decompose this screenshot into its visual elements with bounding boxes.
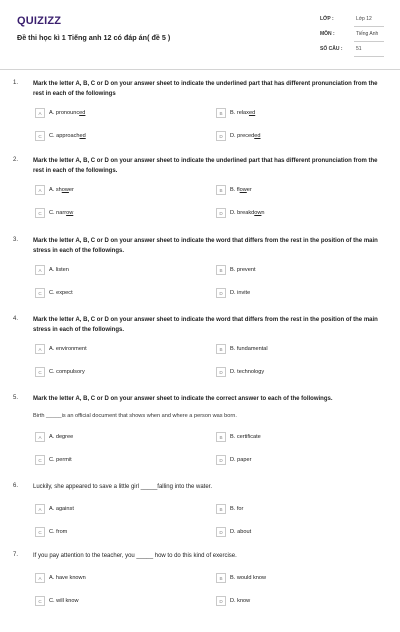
underlined-part: ed [79, 133, 86, 139]
option-text: A. pronounc [49, 110, 80, 116]
option-label [49, 457, 72, 463]
question-number: 5. [13, 395, 19, 401]
underlined-part: ow [61, 187, 69, 193]
answer-option-a[interactable] [35, 265, 195, 277]
option-text-suffix: n [261, 210, 265, 216]
question-number: 6. [13, 483, 19, 489]
option-label [230, 110, 255, 116]
underlined-part: ed [79, 110, 86, 116]
option-label [49, 529, 67, 535]
document-header [0, 0, 400, 70]
option-label [49, 506, 74, 512]
answer-option-b[interactable] [216, 344, 376, 356]
option-text: C. expect [49, 290, 73, 296]
meta-subject [320, 31, 384, 43]
meta-underline [354, 41, 384, 42]
answer-option-d[interactable] [216, 208, 376, 220]
option-label [49, 110, 85, 116]
question-text: If you pay attention to the teacher, you _____ how to do this kind of exercise. [33, 553, 237, 559]
question-text: Mark the letter A, B, C or D on your answer sheet to indicate the word that differs from the rest in the position of the main stress in each of the followings. [33, 238, 378, 254]
meta-question-count [320, 46, 384, 58]
option-letter-box: C [35, 208, 45, 218]
question-item [0, 552, 400, 632]
option-letter-box: A [35, 573, 45, 583]
answer-option-d[interactable] [216, 288, 376, 300]
option-label [230, 575, 266, 581]
option-text: B. for [230, 506, 244, 512]
answer-option-d[interactable] [216, 455, 376, 467]
option-label [230, 133, 261, 139]
answer-option-b[interactable] [216, 185, 376, 197]
answer-option-d[interactable] [216, 596, 376, 608]
meta-value: Tiếng Anh [356, 31, 379, 37]
option-label [49, 369, 85, 375]
answer-option-c[interactable] [35, 367, 195, 379]
question-text: Mark the letter A, B, C or D on your answer sheet to indicate the underlined part that has different pronunciation from the rest in each of the followings. [33, 158, 378, 174]
question-item [0, 80, 400, 160]
option-letter-box: B [216, 504, 226, 514]
option-label [49, 346, 87, 352]
option-letter-box: D [216, 527, 226, 537]
option-text: C. narr [49, 210, 67, 216]
option-text: B. fundamental [230, 346, 268, 352]
option-text: D. know [230, 598, 251, 604]
answer-option-a[interactable] [35, 344, 195, 356]
option-letter-box: D [216, 288, 226, 298]
answer-option-a[interactable] [35, 432, 195, 444]
answer-option-a[interactable] [35, 108, 195, 120]
option-text: C. compulsory [49, 369, 85, 375]
option-letter-box: B [216, 265, 226, 275]
option-label [230, 290, 250, 296]
option-label [230, 187, 252, 193]
option-letter-box: C [35, 131, 45, 141]
question-number: 3. [13, 237, 19, 243]
option-text: B. relax [230, 110, 249, 116]
option-letter-box: B [216, 344, 226, 354]
answer-option-d[interactable] [216, 131, 376, 143]
question-text: Mark the letter A, B, C or D on your answer sheet to indicate the correct answer to each of the followings. [33, 396, 333, 402]
answer-option-c[interactable] [35, 596, 195, 608]
option-letter-box: D [216, 455, 226, 465]
option-text: A. listen [49, 267, 69, 273]
option-text: D. paper [230, 457, 252, 463]
option-text: A. have known [49, 575, 86, 581]
option-label [49, 290, 73, 296]
meta-key: MÔN : [320, 31, 335, 37]
option-text: B. would know [230, 575, 267, 581]
question-number: 2. [13, 157, 19, 163]
option-label [230, 506, 243, 512]
option-letter-box: A [35, 185, 45, 195]
option-label [49, 598, 79, 604]
answer-option-b[interactable] [216, 504, 376, 516]
meta-underline [354, 56, 384, 57]
underlined-part: ow [66, 210, 74, 216]
option-text: C. from [49, 529, 68, 535]
option-letter-box: C [35, 367, 45, 377]
quizizz-logo: QUIZIZZ [17, 15, 62, 27]
page-title: Đề thi học kì 1 Tiếng anh 12 có đáp án( đề 5 ) [17, 33, 171, 42]
answer-option-d[interactable] [216, 367, 376, 379]
answer-option-c[interactable] [35, 131, 195, 143]
question-text: Mark the letter A, B, C or D on your answer sheet to indicate the word that differs from the rest in the position of the main stress in each of the followings. [33, 317, 378, 333]
option-letter-box: D [216, 131, 226, 141]
option-label [230, 457, 251, 463]
question-item [0, 395, 400, 475]
option-letter-box: D [216, 596, 226, 606]
option-text: C. approach [49, 133, 80, 139]
option-letter-box: A [35, 432, 45, 442]
underlined-part: ed [254, 133, 261, 139]
answer-option-b[interactable] [216, 432, 376, 444]
option-label [230, 598, 250, 604]
answer-option-d[interactable] [216, 527, 376, 539]
meta-key: LỚP : [320, 16, 334, 22]
answer-option-a[interactable] [35, 573, 195, 585]
option-text: A. sh [49, 187, 62, 193]
underlined-part: ow [254, 210, 262, 216]
meta-value: 51 [356, 46, 362, 52]
option-text: D. technology [230, 369, 265, 375]
answer-option-b[interactable] [216, 573, 376, 585]
option-label [49, 210, 73, 216]
answer-option-c[interactable] [35, 455, 195, 467]
option-label [230, 529, 251, 535]
option-text: C. will know [49, 598, 79, 604]
answer-option-c[interactable] [35, 288, 195, 300]
answer-option-b[interactable] [216, 265, 376, 277]
question-item [0, 483, 400, 563]
question-number: 4. [13, 316, 19, 322]
option-label [49, 133, 86, 139]
option-text-suffix: er [246, 187, 252, 193]
question-item [0, 316, 400, 396]
question-item [0, 157, 400, 237]
option-text: A. degree [49, 434, 74, 440]
option-letter-box: A [35, 108, 45, 118]
meta-key: SỐ CÂU : [320, 46, 343, 52]
underlined-part: ow [239, 187, 247, 193]
option-letter-box: A [35, 504, 45, 514]
option-label [49, 575, 86, 581]
option-label [230, 267, 256, 273]
meta-class [320, 16, 384, 28]
option-text: D. invite [230, 290, 251, 296]
option-label [230, 369, 264, 375]
option-label [49, 434, 73, 440]
option-label [230, 434, 261, 440]
option-text: C. permit [49, 457, 72, 463]
question-number: 7. [13, 552, 19, 558]
option-letter-box: A [35, 344, 45, 354]
option-letter-box: B [216, 432, 226, 442]
option-letter-box: B [216, 108, 226, 118]
question-text: Luckily, she appeared to save a little girl _____falling into the water. [33, 484, 212, 490]
answer-option-b[interactable] [216, 108, 376, 120]
option-text: B. fl [230, 187, 240, 193]
option-text-suffix: er [68, 187, 74, 193]
option-label [49, 187, 74, 193]
option-text: A. environment [49, 346, 87, 352]
option-label [230, 210, 265, 216]
question-number: 1. [13, 80, 19, 86]
option-letter-box: C [35, 455, 45, 465]
option-text: D. preced [230, 133, 255, 139]
option-text: B. certificate [230, 434, 261, 440]
option-text: D. breakd [230, 210, 255, 216]
question-stem: Birth _____is an official document that shows when and where a person was born. [33, 413, 237, 419]
meta-value: Lớp 12 [356, 16, 372, 22]
option-text: A. against [49, 506, 74, 512]
meta-underline [354, 26, 384, 27]
header-divider [0, 69, 400, 70]
option-letter-box: D [216, 208, 226, 218]
question-text: Mark the letter A, B, C or D on your answer sheet to indicate the underlined part that has different pronunciation from the rest in each of the followings [33, 81, 378, 97]
answer-option-c[interactable] [35, 527, 195, 539]
option-letter-box: C [35, 596, 45, 606]
option-letter-box: C [35, 527, 45, 537]
question-item [0, 237, 400, 317]
answer-option-a[interactable] [35, 185, 195, 197]
answer-option-a[interactable] [35, 504, 195, 516]
option-label [230, 346, 268, 352]
option-letter-box: A [35, 265, 45, 275]
answer-option-c[interactable] [35, 208, 195, 220]
underlined-part: ed [248, 110, 256, 116]
option-text: D. about [230, 529, 252, 535]
option-letter-box: B [216, 573, 226, 583]
option-letter-box: C [35, 288, 45, 298]
option-label [49, 267, 69, 273]
option-letter-box: D [216, 367, 226, 377]
option-letter-box: B [216, 185, 226, 195]
option-text: B. prevent [230, 267, 256, 273]
